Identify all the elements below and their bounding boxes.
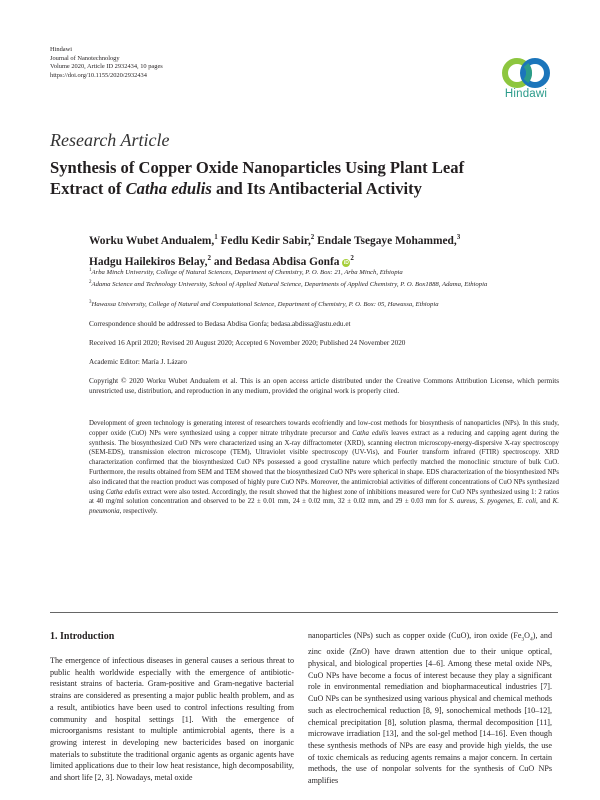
hindawi-logo-text: Hindawi [504,88,548,100]
doi-link[interactable]: https://doi.org/10.1155/2020/2932434 [50,71,147,79]
section-divider [50,612,558,613]
title-line-1: Synthesis of Copper Oxide Nanoparticles Using Plant Leaf [50,158,465,177]
intro-left-column: The emergence of infectious diseases in general causes a serious threat to public health worldwide especially with the emergence of antibiotic-resistant strains of bacteria. Gram-positive and Gram-negative bacterial strains are considered as presenting a major public health problem, and as a result, antibiotics have been used to control infections resulting from community and hospital settings [1]. With the emergence of microorganisms resistant to multiple antimicrobial agents, there is a growing interest in developing new bactericides based on inorganic materials to substitute the traditional organic agents as organic agents have limited applications due to their low heat resistance, high decomposability, and short life [2, 3]. Nowadays, metal oxide [50,656,294,783]
author-list [89,229,559,271]
section-heading-introduction: 1. Introduction [50,631,115,642]
title-prefix: Extract of [50,179,126,198]
article-dates: Received 16 April 2020; Revised 20 August 2020; Accepted 6 November 2020; Published 24 November 2020 [89,339,406,347]
journal-name: Journal of Nanotechnology [50,54,120,62]
author[interactable]: Endale Tsegaye Mohammed,$^3$ [317,233,461,247]
author[interactable]: and Bedasa Abdisa Gonfa $iD^2$ [213,253,354,268]
abstract: Development of green technology is generating interest of researchers towards ecofriendly and low-cost methods for biosynthesis of nanoparticles (NPs). In this study, copper oxide (CuO) NPs were synthesized using a copper nitrate trihydrate precursor and Catha edulis leaves extract as a reducing and capping agent during the synthesis. The biosynthesized CuO NPs were characterized using an X-ray diffractometer (XRD), scanning electron microscopy-energy-dispersive X-ray spectroscopy (SEM-EDS), transmission electron microscope (TEM), Ultraviolet visible spectroscopy (UV-Vis), and Fourier transform infrared (FTIR) spectroscopy. XRD characterization confirmed that the biosynthesized CuO NPs possessed a good crystalline nature which perfectly matched the monoclinic structure of bulk CuO. Furthermore, the results obtained from SEM and TEM showed that the biosynthesized CuO NPs were spherical in shape. EDS characterization of the biosynthesized NPs also indicated that the reaction product was composed of highly pure CuO NPs. Moreover, the antimicrobial activities of different concentrations of CuO NPs synthesized using Catha edulis extract were also tested. Accordingly, the result showed that the highest zone of inhibitions measured were for CuO NPs synthesized using 1: 2 ratios at 40 mg/ml solution concentration and observed to be 22 ± 0.01 mm, 24 ± 0.02 mm, 32 ± 0.02 mm, and 29 ± 0.03 mm for S. aureus, S. pyogenes, E. coli, and K. pneumonia, respectively. [89,420,560,516]
article-type: Research Article [50,130,170,150]
affiliation: $^1$Arba Minch University, College of Natural Sciences, Department of Chemistry, P. O. Box: 21, Arba Minch, Ethiopia [89,268,403,277]
title-species: Catha edulis [125,179,212,198]
orcid-icon[interactable]: iD [343,259,349,266]
logo-ring-overlap [526,65,529,81]
affiliation: $^2$Adama Science and Technology University, School of Applied Natural Science, Departments of Applied Chemistry, P. O. Box1888, Adama, Ethiopia [89,280,488,289]
journal-info [50,46,163,80]
author[interactable]: Fedlu Kedir Sabir,$^2$ [220,233,315,247]
article-title [50,157,550,199]
intro-right-column: nanoparticles (NPs) such as copper oxide (CuO), iron oxide $(Fe_3O_4)$, and zinc oxide (ZnO) have drawn attention due to their unique optical, physical, and biological properties [4–6]. Among these metal oxide NPs, CuO NPs have become a focus of interest because they play a significant role in environmental remediation and biopharmaceutical industries [7]. CuO NPs can be synthesized using various physical and chemical methods such as electrochemical reduction [8, 9], sonochemical methods [10–12], chemical precipitation [8], solution plasma, thermal decomposition [11], microwave irradiation [13], and the sol-gel method [14–16]. Even though these synthesis methods of NPs are easy and provide high yields, the use of toxic chemicals as reducing agents remains a major concern. In certain methods, the use of nonpolar solvents for the synthesis of CuO NPs amplifies [308,631,552,786]
volume-info: Volume 2020, Article ID 2932434, 10 pages [50,63,163,71]
correspondence: Correspondence should be addressed to Bedasa Abdisa Gonfa; bedasa.abdissa@astu.edu.et [89,320,351,328]
title-line-2 [50,178,550,199]
author[interactable]: Hadgu Hailekiros Belay,$^2$ [89,253,211,268]
affiliation: $^3$Hawassa University, College of Natural and Computational Science, Department of Chemistry, P. O. Box: 05, Hawassa, Ethiopia [89,300,439,309]
title-suffix: and Its Antibacterial Activity [211,179,422,198]
author[interactable]: Worku Wubet Andualem,$^1$ [89,233,218,247]
publisher-name: Hindawi [50,46,73,53]
copyright-notice: Copyright © 2020 Worku Wubet Andualem et al. This is an open access article distributed under the Creative Commons Attribution License, which permits unrestricted use, distribution, and reproduction in any medium, provided the original work is properly cited. [89,377,559,395]
academic-editor: Academic Editor: María J. Lázaro [89,358,187,366]
